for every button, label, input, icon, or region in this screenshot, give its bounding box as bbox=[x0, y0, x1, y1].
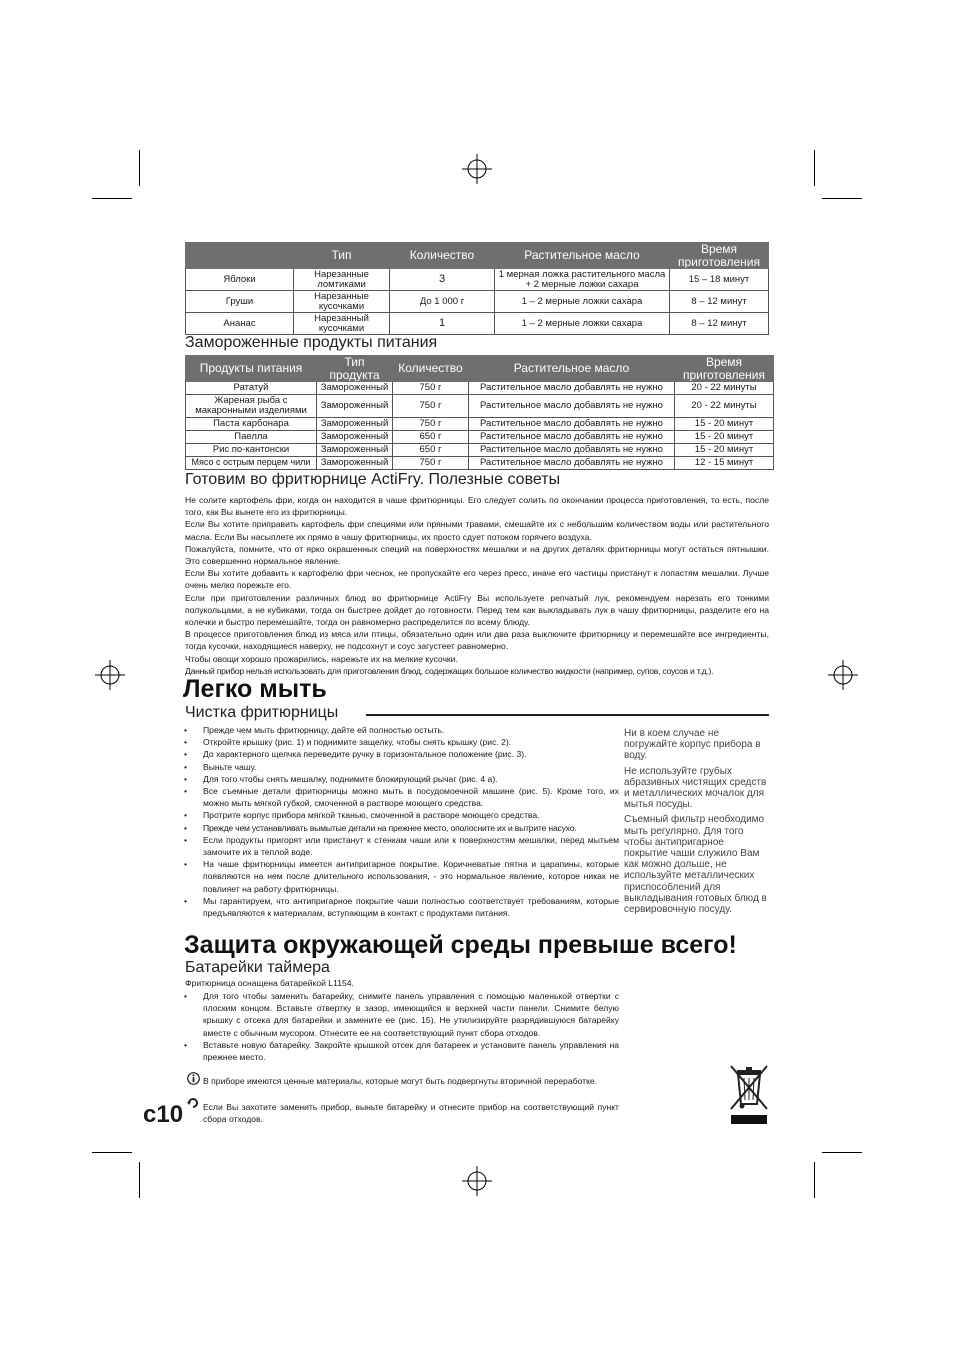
list-item: • До характерного щелчка переведите ручку в горизонтальное положение (рис. 3). bbox=[184, 748, 619, 760]
table-header-row bbox=[186, 356, 774, 382]
recycle-note: Если Вы захотите заменить прибор, выньте батарейку и отнесите прибор на соответствующий пункт сбора отходов. bbox=[203, 1102, 619, 1125]
cleaning-list bbox=[184, 724, 619, 919]
table-cell: 650 г bbox=[393, 431, 469, 444]
tip-paragraph: Не солите картофель фри, когда он находится в чаше фритюрницы. Его следует солить по окончании процесса приготовления, то есть, после того, как Вы вынете его из фритюрницы. bbox=[185, 495, 769, 518]
table-cell: 750 г bbox=[393, 382, 469, 395]
table-cell: Замороженный bbox=[317, 431, 393, 444]
table-cell: 15 - 20 минут bbox=[675, 431, 774, 444]
table-cell: 15 - 20 минут bbox=[675, 444, 774, 457]
registration-mark-icon bbox=[462, 154, 492, 184]
table-cell: Рис по-кантонски bbox=[186, 444, 317, 457]
list-item: • Мы гарантируем, что антипригарное покрытие чаши полностью соответствует требованиям, которые предъявляются к материалам, вступающим в контакт с продуктами питания. bbox=[184, 895, 619, 919]
cleaning-side-notes bbox=[624, 728, 770, 919]
list-item: • Протрите корпус прибора мягкой тканью, смоченной в растворе моющего средства. bbox=[184, 809, 619, 821]
table-cell: 15 – 18 минут bbox=[670, 269, 769, 291]
table-row bbox=[186, 418, 774, 431]
list-item: • Для того чтобы снять мешалку, поднимите блокирующий рычаг (рис. 4 а). bbox=[184, 773, 619, 785]
table-header-cell: Растительное масло bbox=[469, 356, 675, 382]
tip-paragraph: Если при приготовлении различных блюд во фритюрнице ActiFry Вы используете репчатый лук, рекомендуем нарезать его тонкими полукольцами, а не кубиками, тогда он быстрее дойдет до готовности. Перед тем как выкладывать лук в чашу фритюрницы, разделите его на колечки и быстро перемешайте, тогда он равномерно распределится по всему блюду. bbox=[185, 592, 769, 628]
battery-intro: Фритюрница оснащена батарейкой L1154. bbox=[185, 978, 354, 988]
table-cell: 1 – 2 мерные ложки сахара bbox=[495, 313, 670, 335]
crop-mark bbox=[139, 150, 140, 186]
cleaning-subtitle: Чистка фритюрницы bbox=[185, 704, 339, 721]
tips-text bbox=[185, 494, 769, 677]
table-row bbox=[186, 269, 769, 291]
list-item: • Если продукты пригорят или пристанут к стенкам чаши или к поверхностям мешалки, перед мытьем замочите их в теплой воде. bbox=[184, 834, 619, 858]
fruits-table bbox=[185, 242, 769, 335]
registration-mark-icon bbox=[462, 1166, 492, 1196]
tip-paragraph: Пожалуйста, помните, что от ярко окрашенных специй на поверхностях мешалки и на других деталях фритюрницы могут остаться пятнышки. Это совершенно нормальное явление. bbox=[185, 543, 769, 567]
table-cell: Яблоки bbox=[186, 269, 294, 291]
table-cell: Растительное масло добавлять не нужно bbox=[469, 457, 675, 470]
table-row bbox=[186, 382, 774, 395]
table-cell: Нарезанные ломтиками bbox=[294, 269, 390, 291]
tips-section-title: Готовим во фритюрнице ActiFry. Полезные советы bbox=[185, 471, 561, 488]
table-cell: Паелла bbox=[186, 431, 317, 444]
tip-paragraph: Данный прибор нельзя использовать для приготовления блюд, содержащих большое количество жидкости (например, супов, соусов и т.д.). bbox=[185, 665, 714, 676]
table-cell: Жареная рыба с макаронными изделиями bbox=[186, 395, 317, 418]
table-cell: 20 - 22 минуты bbox=[675, 382, 774, 395]
crossed-bin-icon bbox=[728, 1064, 770, 1126]
table-cell: 12 - 15 минут bbox=[675, 457, 774, 470]
list-item: • Выньте чашу. bbox=[184, 761, 619, 773]
table-cell: Мясо с острым перцем чили bbox=[186, 457, 317, 470]
table-cell: Замороженный bbox=[317, 457, 393, 470]
table-row bbox=[186, 444, 774, 457]
list-item: • Прежде чем устанавливать вымытые детали на прежнее место, ополосните их и вытрите насухо. bbox=[184, 822, 619, 834]
cleaning-title: Легко мыть bbox=[183, 675, 327, 703]
table-cell: 1 bbox=[390, 313, 495, 335]
table-header-cell bbox=[186, 243, 294, 269]
table-cell: 15 - 20 минут bbox=[675, 418, 774, 431]
table-cell: Растительное масло добавлять не нужно bbox=[469, 382, 675, 395]
registration-mark-icon bbox=[95, 660, 125, 690]
table-cell: Груши bbox=[186, 291, 294, 313]
table-cell: 8 – 12 минут bbox=[670, 313, 769, 335]
table-cell: 750 г bbox=[393, 395, 469, 418]
table-cell: Нарезанные кусочками bbox=[294, 291, 390, 313]
list-item: • Для того чтобы заменить батарейку, снимите панель управления с помощью маленькой отвертки с плоским концом. Вставьте отвертку в зазор, имеющийся в верхней части панели. Снимите белую крышку с отсека для батарейки и замените ее (рис. 15). Не утилизируйте разрядившуюся батарейку вместе с обычным мусором. Отнесите ее на соответствующий пункт сбора отходов. bbox=[184, 990, 619, 1039]
table-cell: Растительное масло добавлять не нужно bbox=[469, 395, 675, 418]
list-item: • На чаше фритюрницы имеется антипригарное покрытие. Коричневатые пятна и царапины, которые появляются на нем после длительного использования, - это нормальное явление, которое никак не повлияет на работу фритюрницы. bbox=[184, 858, 619, 895]
battery-list bbox=[184, 990, 619, 1063]
section-divider bbox=[366, 714, 769, 716]
crop-mark bbox=[822, 198, 862, 199]
table-row bbox=[186, 313, 769, 335]
table-cell: Замороженный bbox=[317, 395, 393, 418]
side-note: Ни в коем случае не погружайте корпус прибора в воду. bbox=[624, 728, 761, 762]
table-header-cell: Количество bbox=[390, 243, 495, 269]
info-icon bbox=[187, 1072, 200, 1085]
frozen-table bbox=[185, 355, 774, 470]
table-cell: 750 г bbox=[393, 457, 469, 470]
tip-paragraph: В процессе приготовления блюд из мяса или птицы, обязательно один или два раза выключите фритюрницу и перемешайте все ингредиенты, тогда кусочки, находящиеся наверху, не подсохнут и соус загустеет равномерно. bbox=[185, 629, 769, 652]
crop-mark bbox=[814, 150, 815, 186]
table-header-cell: Растительное масло bbox=[495, 243, 670, 269]
table-cell: Растительное масло добавлять не нужно bbox=[469, 418, 675, 431]
side-note: Съемный фильтр необходимо мыть регулярно. Для того чтобы антипригарное покрытие чаши служило Вам как можно дольше, не используйте металлических приспособлений для выкладывания готовых блюд в сервировочную посуду. bbox=[624, 814, 767, 916]
table-cell: 650 г bbox=[393, 444, 469, 457]
tip-paragraph: Если Вы хотите приправить картофель фри специями или пряными травами, смешайте их с небольшим количеством воды или растительного масла. Если Вы насыплете их прямо в чашу фритюрницы, их просто сдует потоком горячего воздуха. bbox=[185, 519, 769, 542]
table-row bbox=[186, 431, 774, 444]
side-note: Не используйте грубых абразивных чистящих средств и металлических мочалок для мытья посуды. bbox=[624, 765, 767, 811]
table-cell: Нарезанный кусочками bbox=[294, 313, 390, 335]
crop-mark bbox=[139, 1162, 140, 1198]
table-header-cell: Тип продукта bbox=[317, 356, 393, 382]
table-row bbox=[186, 395, 774, 418]
table-row bbox=[186, 291, 769, 313]
table-cell: Растительное масло добавлять не нужно bbox=[469, 431, 675, 444]
table-cell: Паста карбонара bbox=[186, 418, 317, 431]
table-cell: Ананас bbox=[186, 313, 294, 335]
table-header-cell: Тип bbox=[294, 243, 390, 269]
frozen-section-title: Замороженные продукты питания bbox=[185, 334, 438, 351]
list-item: • Все съемные детали фритюрницы можно мыть в посудомоечной машине (рис. 5). Кроме того, их можно мыть мягкой губкой, смоченной в растворе моющего средства. bbox=[184, 785, 619, 809]
table-cell: Растительное масло добавлять не нужно bbox=[469, 444, 675, 457]
table-cell: 20 - 22 минуты bbox=[675, 395, 774, 418]
list-item: • Прежде чем мыть фритюрницу, дайте ей полностью остыть. bbox=[184, 724, 619, 736]
environment-subtitle: Батарейки таймера bbox=[185, 959, 330, 976]
table-cell: Замороженный bbox=[317, 444, 393, 457]
tip-paragraph: Чтобы овощи хорошо прожарились, нарежьте их на мелкие кусочки. bbox=[185, 653, 458, 664]
recycle-icon bbox=[187, 1097, 199, 1109]
crop-mark bbox=[814, 1162, 815, 1198]
page-number: c10 bbox=[143, 1101, 184, 1128]
table-cell: 1 мерная ложка растительного масла + 2 мерные ложки сахара bbox=[495, 269, 670, 291]
table-cell: До 1 000 г bbox=[390, 291, 495, 313]
table-cell: 3 bbox=[390, 269, 495, 291]
table-header-cell: Время приготовления bbox=[675, 356, 774, 382]
crop-mark bbox=[92, 1152, 132, 1153]
table-cell: Замороженный bbox=[317, 418, 393, 431]
info-note: В приборе имеются ценные материалы, которые могут быть подвергнуты вторичной переработке. bbox=[203, 1076, 598, 1086]
list-item: • Откройте крышку (рис. 1) и поднимите защелку, чтобы снять крышку (рис. 2). bbox=[184, 736, 619, 748]
table-header-cell: Время приготовления bbox=[670, 243, 769, 269]
table-cell: 1 – 2 мерные ложки сахара bbox=[495, 291, 670, 313]
crop-mark bbox=[92, 198, 132, 199]
table-cell: Замороженный bbox=[317, 382, 393, 395]
environment-title: Защита окружающей среды превыше всего! bbox=[184, 931, 737, 959]
table-header-cell: Продукты питания bbox=[186, 356, 317, 382]
list-item: • Вставьте новую батарейку. Закройте крышкой отсек для батареек и установите панель управления на прежнее место. bbox=[184, 1039, 619, 1063]
table-row bbox=[186, 457, 774, 470]
table-header-cell: Количество bbox=[393, 356, 469, 382]
registration-mark-icon bbox=[828, 660, 858, 690]
crop-mark bbox=[822, 1152, 862, 1153]
table-cell: Рататуй bbox=[186, 382, 317, 395]
tip-paragraph: Если Вы хотите добавить к картофелю фри чеснок, не пропускайте его через пресс, иначе его частицы пристанут к лопастям мешалки. Лучше очень мелко порежьте его. bbox=[185, 568, 769, 591]
table-header-row bbox=[186, 243, 769, 269]
table-cell: 750 г bbox=[393, 418, 469, 431]
table-cell: 8 – 12 минут bbox=[670, 291, 769, 313]
